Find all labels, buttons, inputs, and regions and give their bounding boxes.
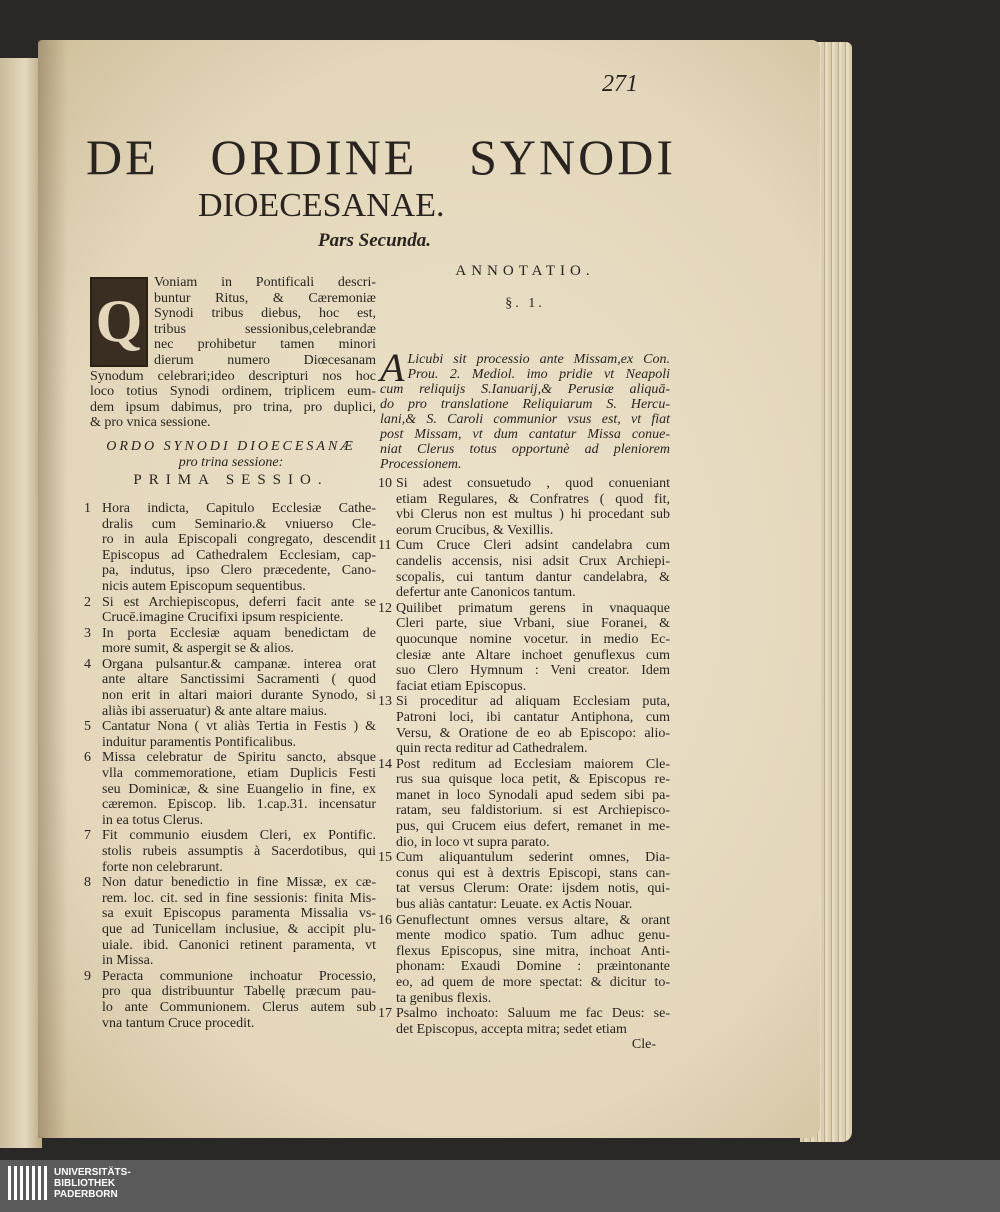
text-line: phonam: Exaudi Domine : præintonante [396,959,670,975]
text-line: cæremon. Episcop. lib. 1.cap.31. incensatur [102,797,376,813]
numbered-item [380,757,670,851]
text-line: nec prohibetur tamen minori [154,337,376,353]
item-number: 12 [378,600,392,616]
text-line: eo, ad quem de more spectat: & dicitur to- [396,975,670,990]
text-line: scopalis, cui tantum dantur candelabra, & [396,569,670,585]
text-line: pus, qui Crucem eius defert, remanet in me- [396,819,670,835]
item-number: 16 [378,912,392,928]
numbered-item [86,828,376,875]
logo-line: UNIVERSITÄTS- [54,1166,131,1178]
numbered-item [380,913,670,1007]
text-line: Episcopus ad Cathedralem Ecclesiam, cap- [102,547,376,563]
text-line: candelis accensis, nisi adsit Crux Archiepi- [396,553,670,569]
text-line: dio, in loco vt supra parato. [396,834,550,850]
text-line: Synodum celebrari;ideo descripturi nos hoc [90,368,376,384]
title-line-1: DE ORDINE SYNODI [86,129,676,185]
text-line: pa, indutus, ipso Clero præcedente, Cano- [102,563,376,579]
text-line: more sumit, & aspergit se & alios. [102,641,294,657]
text-line: ta genibus flexis. [396,990,492,1006]
text-line: Psalmo inchoato: Saluum me fac Deus: se- [396,1006,670,1022]
numbered-item [86,626,376,657]
numbered-item [86,501,376,595]
text-line: In porta Ecclesiæ aquam benedictam de [102,625,376,641]
footer-bar [0,1160,1000,1212]
item-number: 7 [84,828,91,844]
numbered-item [86,657,376,719]
text-line: dierum numero Diœcesanam [154,352,376,368]
text-line: defertur ante Canonicos tantum. [396,585,576,601]
left-items [86,501,376,1031]
text-line: non erit in altari maiori durante Synodo, si [102,688,376,704]
text-line: etiam Regulares, & Confratres ( quod fit, [396,491,670,507]
text-line: loco totius Synodi ordinem, triplicem eum- [90,384,376,400]
item-number: 3 [84,625,91,641]
text-line: niat Clerus totus opportunè ad pleniorem [380,442,670,457]
text-line: Cum Cruce Cleri adsint candelabra cum [396,538,670,554]
text-line: Hora indicta, Capitulo Ecclesiæ Cathe- [102,500,376,516]
text-line: Non datur benedictio in fine Missæ, ex cæ- [102,875,376,891]
text-line: Si est Archiepiscopus, deferri facit ante se [102,594,376,610]
item-number: 4 [84,656,91,672]
numbered-item [380,850,670,912]
item-number: 9 [84,968,91,984]
text-line: lani,& S. Caroli communior vsus est, vt fiat [380,412,670,427]
text-line: vna tantum Cruce procedit. [102,1015,255,1031]
text-line: Cum aliquantulum sederint omnes, Dia- [396,850,670,866]
numbered-item [86,750,376,828]
item-number: 17 [378,1006,392,1022]
text-line: stolis rubeis assumptis à Sacerdotibus, qui [102,844,376,859]
text-line: Versu, & Oratione de eo ab Episcopo: alio- [396,725,670,741]
text-line: Cleri parte, siue Vrbani, siue Foranei, & [396,616,670,632]
text-line: Quilibet primatum gerens in vnaquaque [396,600,670,616]
text-line: cum reliquijs S.Ianuarij,& Perusiæ aliquā- [380,382,670,397]
text-line: Crucē.imagine Crucifixi ipsum respiciente. [102,610,344,626]
text-line: in ea totus Clerus. [102,812,204,828]
text-line: vbi Clerus non est multus ) hi procedant sub [396,507,670,523]
text-line: bus aliàs cantatur: Leuate. ex Actis Nouar. [396,897,633,913]
item-number: 13 [378,694,392,710]
numbered-item [86,875,376,969]
page-number: 271 [602,71,638,97]
text-line: Peracta communione inchoatur Processio, [102,968,376,984]
text-line: faciat etiam Episcopus. [396,678,527,694]
text-line: que ad Tunicellam inclusiue, & accipit plu- [102,921,376,937]
text-line: tat versus Clerum: Orate: ijsdem notis, qui- [396,881,670,897]
text-line: do pro translatione Reliquiarum S. Hercu- [380,397,670,412]
text-line: forte non celebrarunt. [102,859,223,875]
text-line: & pro vnica sessione. [90,415,211,431]
text-line: rem. loc. cit. sed in fine sessionis: finita Mis- [102,890,376,906]
session-heading: PRIMA SESSIO. [133,471,329,488]
numbered-item [86,595,376,626]
text-line: det Episcopus, accepta mitra; sedet etiam [396,1021,627,1037]
text-line: Fit communio eiusdem Cleri, ex Pontific. [102,828,376,844]
annotatio-drop-initial: A [380,345,405,390]
annotatio-paragraph [380,345,670,472]
text-line: ro in aula Episcopali congregato, descendit [102,532,376,548]
numbered-item [380,476,670,538]
library-logo [8,1166,131,1200]
text-line: ratam, seu faldistorium. si est Archiepisco- [396,803,670,819]
text-line: dem ipsum dabimus, pro trina, pro duplici, [90,399,376,415]
item-number: 1 [84,500,91,516]
text-line: Missa celebratur de Spiritu sancto, absque [102,750,376,766]
text-line: induitur paramentis Pontificalibus. [102,734,297,750]
right-items [380,476,670,1037]
numbered-item [380,601,670,695]
numbered-item [86,719,376,750]
ordo-heading: ORDO SYNODI DIOECESANÆ [106,438,356,454]
item-number: 5 [84,719,91,735]
text-line: seu Dominicæ, & sine Euangelio in fine, ex [102,781,376,797]
text-line: Licubi sit processio ante Missam,ex Con. [407,352,670,367]
text-line: post Missam, vt dum cantatur Missa conue- [380,427,670,442]
item-number: 10 [378,476,392,491]
numbered-item [380,694,670,756]
text-line: Si proceditur ad aliquam Ecclesiam puta, [396,694,670,710]
annotatio-heading: ANNOTATIO. [455,263,595,279]
text-line: quocunque nomine vocetur. in medio Ec- [396,631,670,647]
intro-paragraph [86,275,376,431]
text-line: Patroni loci, ibi cantatur Antiphona, cum [396,709,670,725]
text-line: sa exuit Episcopus paramenta Missalia vs- [102,906,376,922]
text-line: vlla commemoratione, etiam Duplicis Festi [102,766,376,782]
item-number: 11 [378,538,392,554]
decorated-initial-q: Q [90,277,148,367]
text-line: flexus Episcopus, sine mitra, inchoat Anti- [396,943,670,959]
numbered-item [86,969,376,1031]
subtitle: Pars Secunda. [318,230,431,251]
item-number: 8 [84,875,91,891]
text-line: Genuflectunt omnes versus altare, & orant [396,912,670,928]
item-number: 14 [378,756,392,772]
numbered-item [380,1006,670,1037]
item-number: 15 [378,850,392,866]
text-line: aliàs ibi asseruatur) & ante altare maius. [102,703,328,719]
text-line: tribus sessionibus,celebrandæ [154,321,376,337]
text-line: clesiæ ante Altare inchoet genuflexus cum [396,647,670,663]
text-line: Prou. 2. Mediol. imo pridie vt Neapoli [407,367,670,382]
text-line: Synodi tribus diebus, hoc est, [154,306,376,322]
gutter-shadow [38,40,68,1138]
catchword: Cle- [631,1037,656,1053]
numbered-item [380,538,670,600]
text-line: Cantatur Nona ( vt aliàs Tertia in Festis ) & [102,719,376,735]
text-line: Si adest consuetudo , quod conueniant [396,476,670,491]
ordo-subheading: pro trina sessione: [178,454,284,470]
text-line: mente modico spatio. Tum adhuc genu- [396,928,670,944]
text-line: suo Clero Hymnum : Veni creator. Idem [396,663,670,679]
item-number: 6 [84,750,91,766]
left-column [86,275,376,1031]
text-line: dralis cum Seminario.& vniuerso Cle- [102,516,376,532]
text-line: Organa pulsantur.& campanæ. interea orat [102,656,376,672]
item-number: 2 [84,594,91,610]
text-line: Voniam in Pontificali descri- [154,275,376,290]
logo-line: PADERBORN [54,1188,118,1200]
text-line: rus sua quisque loca petit, & Episcopus re- [396,772,670,788]
text-line: pro qua distribuuntur Tabellę præcum pau- [102,984,376,1000]
section-mark: §. 1. [505,296,545,311]
text-line: quin recta reditur ad Cathedralem. [396,741,588,757]
text-line: in Missa. [102,953,154,969]
right-column [380,262,670,1053]
text-line: Processionem. [380,457,462,472]
title-line-2: DIOECESANAE. [198,187,445,224]
text-line: uiale. ibid. Canonici retinent paramenta, vt [102,937,376,953]
logo-line: BIBLIOTHEK [54,1177,116,1189]
text-line: Post reditum ad Ecclesiam maiorem Cle- [396,756,670,772]
facing-page-edge [0,58,42,1148]
text-line: eorum Crucibus, & Vexillis. [396,522,554,538]
text-line: lo ante Communionem. Clerus autem sub [102,999,376,1015]
text-line: nicis autem Episcopum sequentibus. [102,578,306,594]
library-logo-icon [8,1166,48,1200]
text-line: buntur Ritus, & Cæremoniæ [154,290,376,306]
text-line: ante altare Sanctissimi Sacramenti ( quod [102,672,376,688]
text-line: manet in loco Synodali apud sedem sibi pa- [396,787,670,803]
text-line: conus qui est à dextris Episcopi, stans can- [396,865,670,881]
